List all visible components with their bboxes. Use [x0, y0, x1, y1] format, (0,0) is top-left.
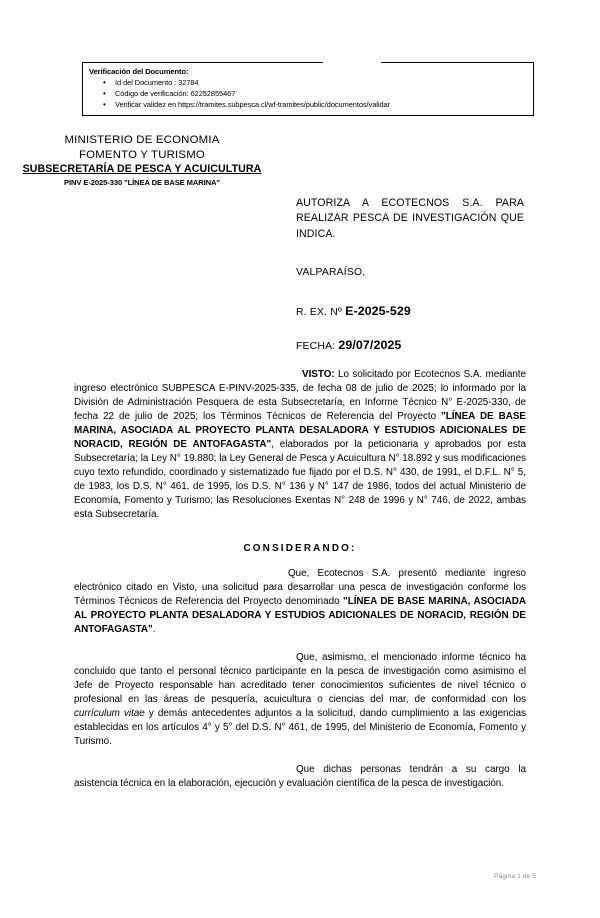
verification-item-text: Código de verificación: 62252855467: [115, 89, 236, 99]
resolution-date-label: FECHA:: [296, 341, 336, 353]
bullet-icon: •: [103, 89, 106, 99]
subsecretaria-name: SUBSECRETARÍA DE PESCA Y ACUICULTURA: [22, 163, 262, 175]
resolution-header: [296, 196, 524, 352]
visto-text-part-2: , elaborados por la peticionaria y aprobados por esta Subsecretaría; la Ley N° 19.880; la Ley General de Pesca y Acuicultura N° 18.892 y sus modificaciones cuyo texto refundido, coordinado y sistematizado fue fijado por el D.S. N° 430, de 1991, el D.F.L. N° 5, de 1983, los D.S. N° 461, de 1995, los D.S. N° 136 y N° 147 de 1986, todos del actual Ministerio de Economía, Fomento y Turismo; las Resoluciones Exentas N° 248 de 1996 y N° 746, de 2022, ambas esta Subsecretaría.: [74, 439, 526, 521]
project-title-bold: "LÍNEA DE BASE MARINA, ASOCIADA AL PROYECTO PLANTA DESALADORA Y ESTUDIOS ADICIONALES DE NORACID, REGIÓN DE ANTOFAGASTA": [74, 411, 526, 451]
letterhead: [14, 133, 270, 188]
resolution-number-line: [296, 304, 524, 318]
resolution-date-line: [296, 338, 524, 352]
ministry-name-line-2: FOMENTO Y TURISMO: [79, 148, 205, 161]
project-code-label: PINV E-2025-330 "LÍNEA DE BASE MARINA": [64, 178, 220, 188]
verification-item-text: Id del Documento : 32784: [115, 78, 199, 87]
considerando-1-end: .: [152, 624, 156, 636]
visto-label: VISTO:: [302, 369, 335, 380]
considerando-heading: CONSIDERANDO:: [243, 542, 357, 554]
verification-item-list: [89, 77, 533, 111]
considerando-2-text-part-1: Que, asimismo, el mencionado informe técnico ha concluido que tanto el personal técnico participante en la pesca de investigación como asimismo el Jefe de Proyecto responsable han acreditado tener conocimientos suficientes de nivel técnico o profesional en las áreas de pesquería, acuicultura o ciencias del mar, de conformidad con los: [74, 651, 526, 705]
visto-text-part-1: Lo solicitado por Ecotecnos S.A. mediante ingreso electrónico SUBPESCA E-PINV-2025-335, de fecha 08 de julio de 2025; lo informado por la División de Administración Pesquera de esta Subsecretaría, en Informe Técnico N° E-2025-330, de fecha 22 de julio de 2025; los Términos Técnicos de Referencia del Proyecto: [74, 369, 526, 423]
resolution-date-value: 29/07/2025: [338, 338, 402, 353]
paragraph-considerando-2: [74, 651, 526, 749]
curriculum-vitae-italic: currículum vitae: [74, 707, 145, 719]
paragraph-considerando-1: [74, 567, 526, 637]
paragraph-visto: [74, 368, 526, 523]
bullet-icon: •: [103, 100, 106, 110]
verification-box-border-gap: [323, 61, 381, 65]
verification-item-validate-url: [89, 99, 533, 110]
page-footer: [0, 873, 536, 880]
verification-item-code: [89, 88, 533, 99]
ministry-name-line-1: MINISTERIO DE ECONOMIA: [64, 134, 220, 146]
page-number-label: Página 1 de 5: [494, 873, 536, 880]
bullet-icon: •: [103, 78, 106, 87]
verification-item-text: Verificar validez en https://tramites.subpesca.cl/wf-tramites/public/documentos/validar: [115, 100, 390, 110]
resolution-number-value: E-2025-529: [345, 304, 411, 319]
considerando-2-text-part-2: y demás antecedentes adjuntos a la solicitud, dando cumplimiento a las exigencias establecidas en los artículos 4° y 5° del D.S. N° 461, de 1995, del Ministerio de Economía, Fomento y Turismo.: [74, 707, 527, 748]
document-verification-box: [82, 62, 534, 116]
resolution-number-label: R. EX. Nº: [296, 307, 343, 319]
resolution-subject: AUTORIZA A ECOTECNOS S.A. PARA REALIZAR PESCA DE INVESTIGACIÓN QUE INDICA.: [296, 197, 524, 240]
project-title-bold: "LÍNEA DE BASE MARINA, ASOCIADA AL PROYECTO PLANTA DESALADORA Y ESTUDIOS ADICIONALES DE NORACID, REGIÓN DE ANTOFAGASTA": [74, 596, 526, 636]
paragraph-considerando-3: [74, 763, 526, 791]
verification-item-document-id: [89, 77, 533, 88]
document-body: [74, 368, 526, 791]
considerando-1-text: Que, Ecotecnos S.A. presentó mediante ingreso electrónico citado en Visto, una solicitud para desarrollar una pesca de investigación conforme los Términos Técnicos de Referencia del Proyecto denominado: [74, 568, 526, 608]
considerando-3-text: Que dichas personas tendrán a su cargo la asistencia técnica en la elaboración, ejecución y evaluación científica de la pesca de investigación.: [74, 763, 526, 789]
resolution-city: VALPARAÍSO,: [296, 267, 366, 279]
verification-title: Verificación del Documento:: [89, 67, 189, 76]
